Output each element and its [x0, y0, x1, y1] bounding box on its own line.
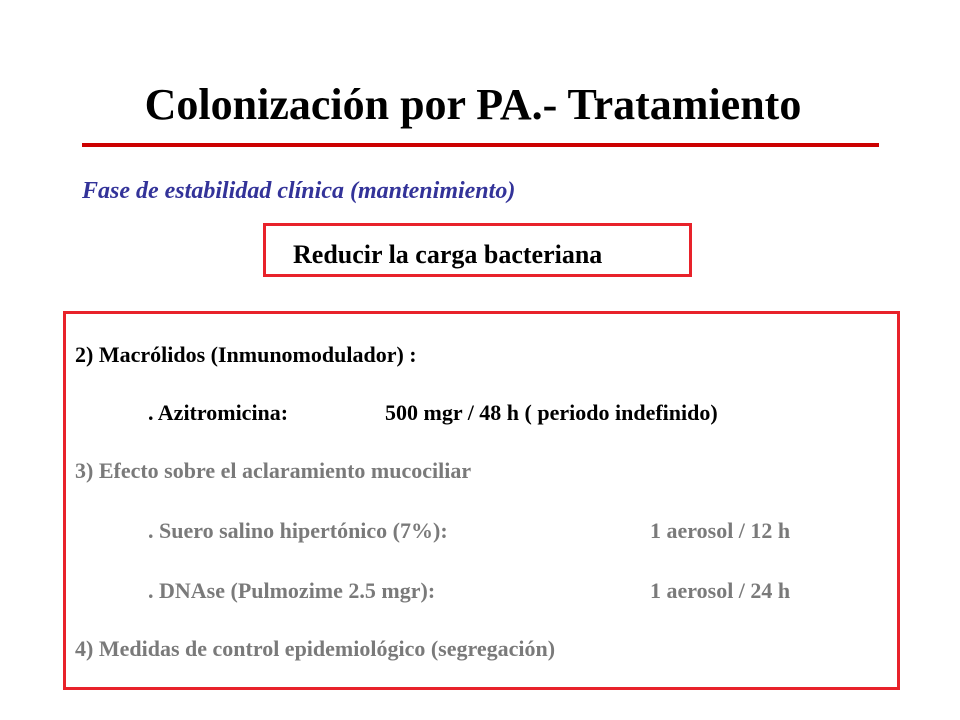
item-mucociliary-heading: 3) Efecto sobre el aclaramiento mucociliar — [75, 458, 472, 483]
goal-box — [263, 223, 692, 277]
slide-subtitle: Fase de estabilidad clínica (mantenimiento) — [82, 178, 516, 204]
dnase-dose: 1 aerosol / 24 h — [650, 578, 791, 603]
azitromicina-name: . Azitromicina: — [148, 400, 289, 425]
suero-salino-dose: 1 aerosol / 12 h — [650, 518, 791, 543]
item-epidemiological-heading: 4) Medidas de control epidemiológico (segregación) — [75, 636, 556, 661]
suero-salino-name: . Suero salino hipertónico (7%): — [148, 518, 448, 543]
title-underline — [82, 143, 879, 147]
treatment-list — [63, 311, 900, 690]
goal-text: Reducir la carga bacteriana — [293, 240, 603, 269]
azitromicina-dose: 500 mgr / 48 h ( periodo indefinido) — [385, 400, 718, 425]
item-macrolides-heading: 2) Macrólidos (Inmunomodulador) : — [75, 342, 417, 367]
slide-title: Colonización por PA.- Tratamiento — [144, 80, 802, 129]
dnase-name: . DNAse (Pulmozime 2.5 mgr): — [148, 578, 436, 603]
